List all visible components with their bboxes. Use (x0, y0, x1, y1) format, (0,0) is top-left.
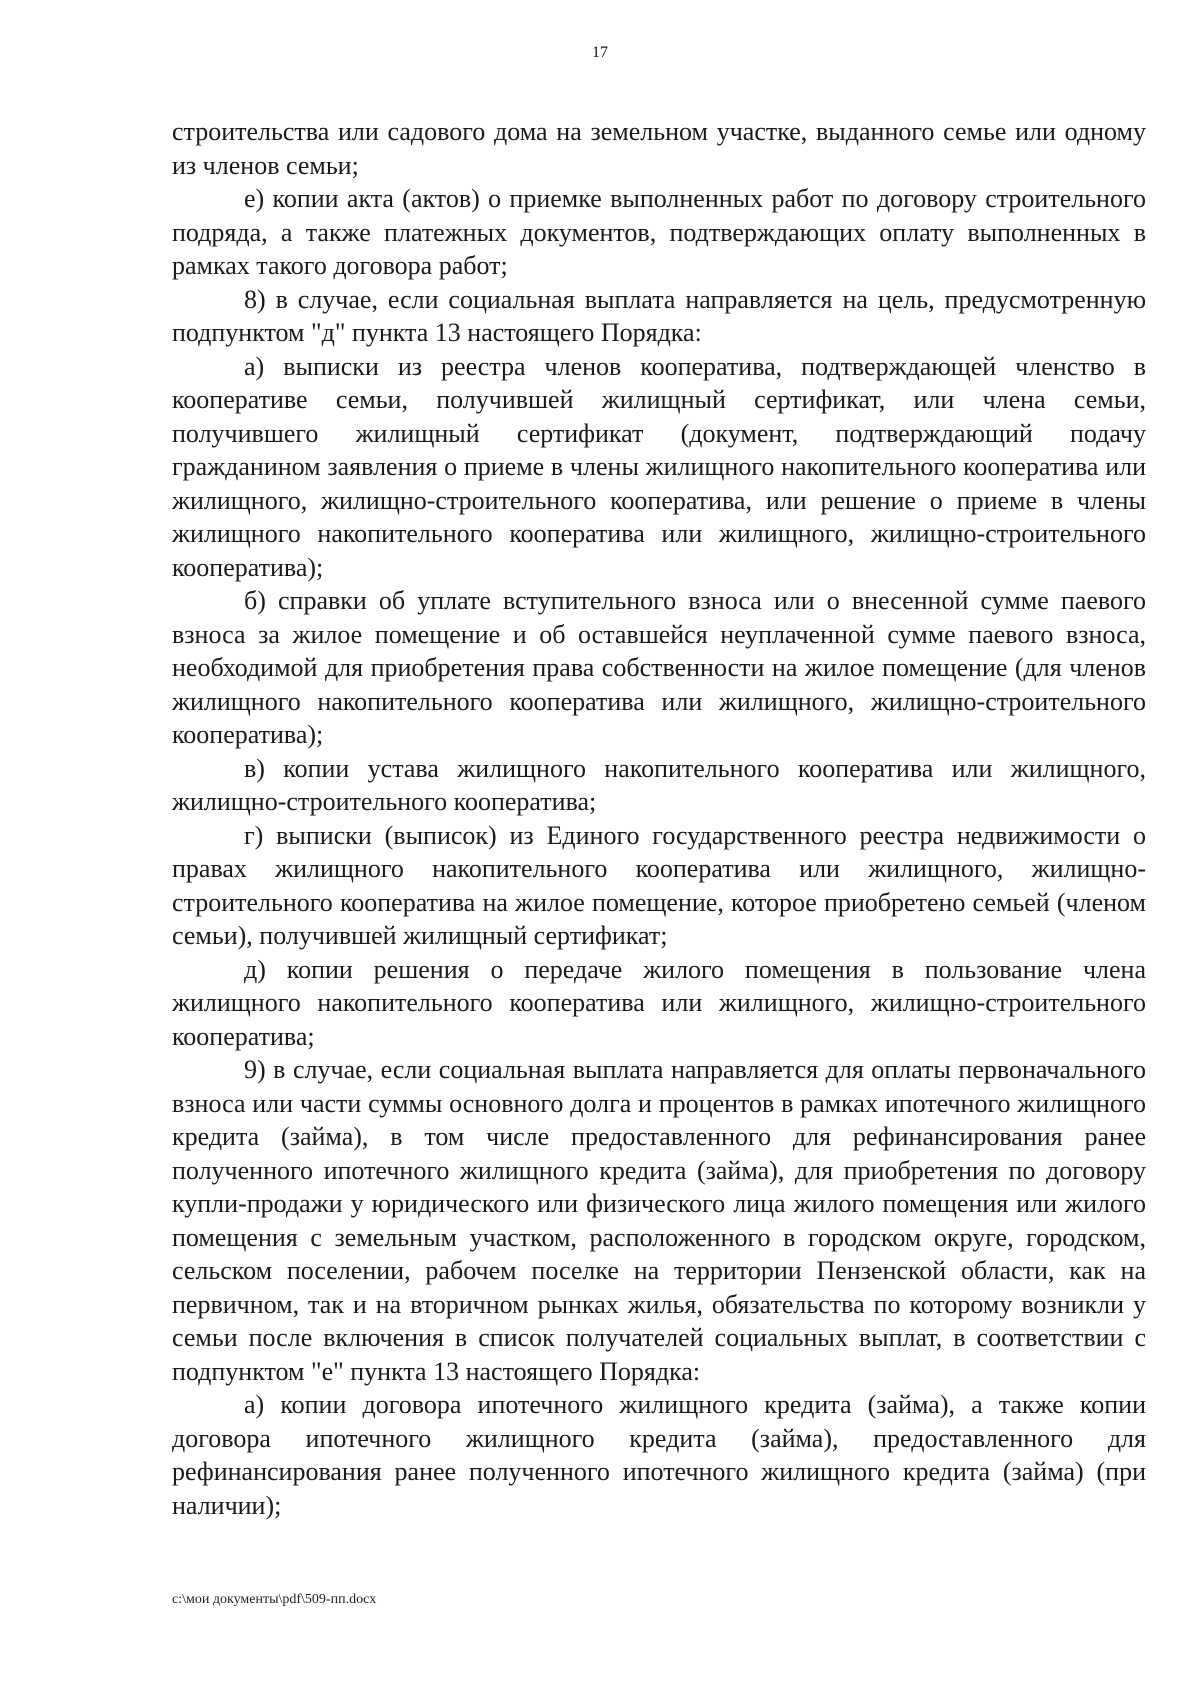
footer-file-path: c:\мои документы\pdf\509-пп.docx (172, 1592, 377, 1607)
paragraph-item-8g: г) выписки (выписок) из Единого государственного реестра недвижимости о правах жилищного накопительного кооператива или жилищного, жилищно-строительного кооператива на жилое помещение, которое приобретено семьей (членом семьи), получившей жилищный сертификат; (172, 820, 1146, 950)
paragraph-continuation: строительства или садового дома на земельном участке, выданного семье или одному из членов семьи; (172, 117, 1146, 180)
paragraph-item-8d: д) копии решения о передаче жилого помещения в пользование члена жилищного накопительного кооператива или жилищного, жилищно-строительного кооператива; (172, 954, 1146, 1051)
paragraph-item-8b: б) справки об уплате вступительного взноса или о внесенной сумме паевого взноса за жилое помещение и об оставшейся неуплаченной сумме паевого взноса, необходимой для приобретения права собственности на жилое помещение (для членов жилищного накопительного кооператива или жилищного, жилищно-строительного кооператива); (172, 586, 1146, 749)
paragraph-item-8: 8) в случае, если социальная выплата направляется на цель, предусмотренную подпунктом "д" пункта 13 настоящего Порядка: (172, 284, 1146, 347)
paragraph-item-e: е) копии акта (актов) о приемке выполненных работ по договору строительного подряда, а также платежных документов, подтверждающих оплату выполненных в рамках такого договора работ; (172, 184, 1146, 280)
paragraph-item-9a: а) копии договора ипотечного жилищного кредита (займа), а также копии договора ипотечного жилищного кредита (займа), предоставленного для рефинансирования ранее полученного ипотечного жилищного кредита (займа) (при наличии); (172, 1390, 1146, 1520)
paragraph-item-8a: а) выписки из реестра членов кооператива, подтверждающей членство в кооперативе семьи, получившей жилищный сертификат, или члена семьи, получившего жилищный сертификат (документ, подтверждающий подачу гражданином заявления о приеме в члены жилищного накопительного кооператива или жилищного, жилищно-строительного кооператива, или решение о приеме в члены жилищного накопительного кооператива или жилищного, жилищно-строительного кооператива); (172, 351, 1146, 582)
paragraph-item-8v: в) копии устава жилищного накопительного кооператива или жилищного, жилищно-строительного кооператива; (172, 753, 1146, 816)
paragraph-item-9: 9) в случае, если социальная выплата направляется для оплаты первоначального взноса или части суммы основного долга и процентов в рамках ипотечного жилищного кредита (займа), в том числе предоставленного для рефинансирования ранее полученного ипотечного жилищного кредита (займа), для приобретения по договору купли-продажи у юридического или физического лица жилого помещения или жилого помещения с земельным участком, расположенного в городском округе, городском, сельском поселении, рабочем поселке на территории Пензенской области, как на первичном, так и на вторичном рынках жилья, обязательства по которому возникли у семьи после включения в список получателей социальных выплат, в соответствии с подпунктом "е" пункта 13 настоящего Порядка: (172, 1055, 1146, 1386)
page-number: 17 (592, 44, 608, 61)
document-body (172, 115, 1146, 1522)
